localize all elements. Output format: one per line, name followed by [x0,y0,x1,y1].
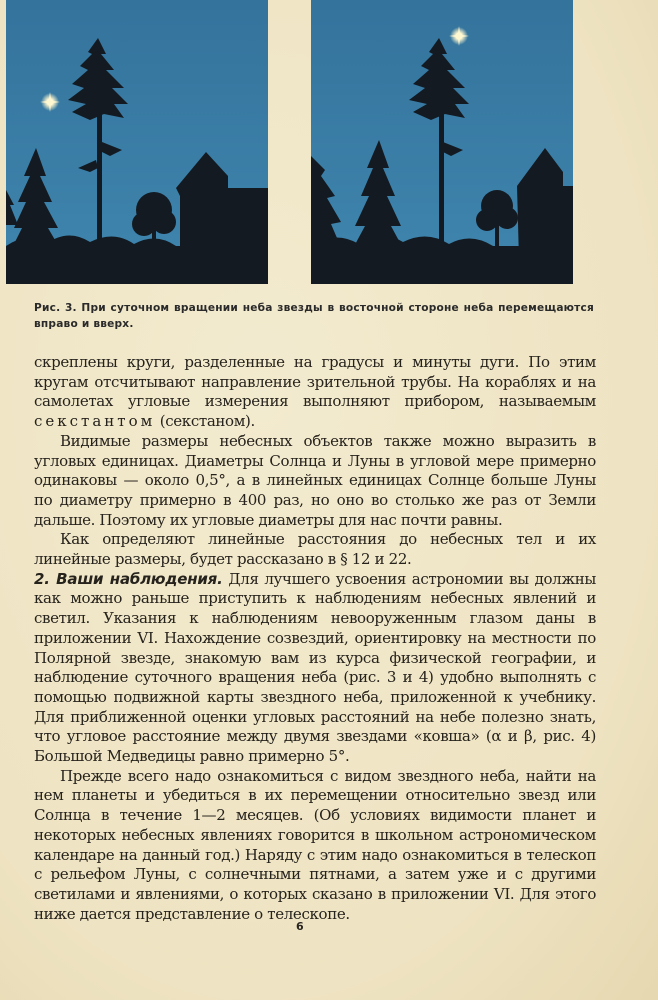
night-landscape-illustration [311,0,573,284]
page-number: 6 [296,920,304,933]
night-landscape-illustration [6,0,268,284]
body-text [34,353,596,924]
figure-3 [0,0,658,290]
sextant-term: секстантом [34,412,156,431]
paragraph-text: (секстаном). [155,412,255,431]
paragraph: Как определяют линейные расстояния до небесных тел и их линейные размеры, будет рассказано в § 12 и 22. [34,530,596,569]
paragraph: Прежде всего надо ознакомиться с видом звездного неба, найти на нем планеты и убедиться в их перемещении относительно звезд или Солнца в течение 1—2 месяцев. (Об условиях видимости планет и некоторых небесных явлениях говорится в школьном астрономическом календаре на данный год.) Наряду с этим надо ознакомиться в телескоп с рельефом Луны, с солнечными пятнами, а затем уже и с другими светилами и явлениями, о которых сказано в приложении VI. Для этого ниже дается представление о телескопе. [34,766,596,923]
paragraph: Видимые размеры небесных объектов также можно выразить в угловых единицах. Диаметры Солнца и Луны в угловой мере примерно одинаковы — около 0,5°, а в линейных единицах Солнце больше Луны по диаметру примерно в 400 раз, но оно во столько же раз от Земли дальше. Поэтому их угловые диаметры для нас почти равны. [34,431,596,529]
paragraph [34,353,596,432]
paragraph-text: скреплены круги, разделенные на градусы и минуты дуги. По этим кругам отсчитывают направление зрительной трубы. На кораблях и на самолетах угловые измерения выполняют прибором, называемым [34,353,596,411]
evening-sky-panel [6,0,268,284]
section-heading: 2. Ваши наблюдения. [34,569,223,588]
paragraph [34,570,596,767]
figure-caption: Рис. 3. При суточном вращении неба звезды в восточной стороне неба перемещаются вправо и вверх. [34,302,594,330]
paragraph-text: Для лучшего усвоения астрономии вы должны как можно раньше приступить к наблюдениям небесных явлений и светил. Указания к наблюдениям невооруженным глазом даны в приложении VI. Нахождение созвездий, ориентировку на местности по Полярной звезде, знакомую вам из курса физической географии, и наблюдение суточного вращения неба (рис. 3 и 4) удобно выполнять с помощью подвижной карты звездного неба, приложенной к учебнику. Для приближенной оценки угловых расстояний на небе полезно знать, что угловое расстояние между двумя звездами «ковша» (α и β, рис. 4) Большой Медведицы равно примерно 5°. [34,569,597,766]
later-sky-panel [311,0,573,284]
